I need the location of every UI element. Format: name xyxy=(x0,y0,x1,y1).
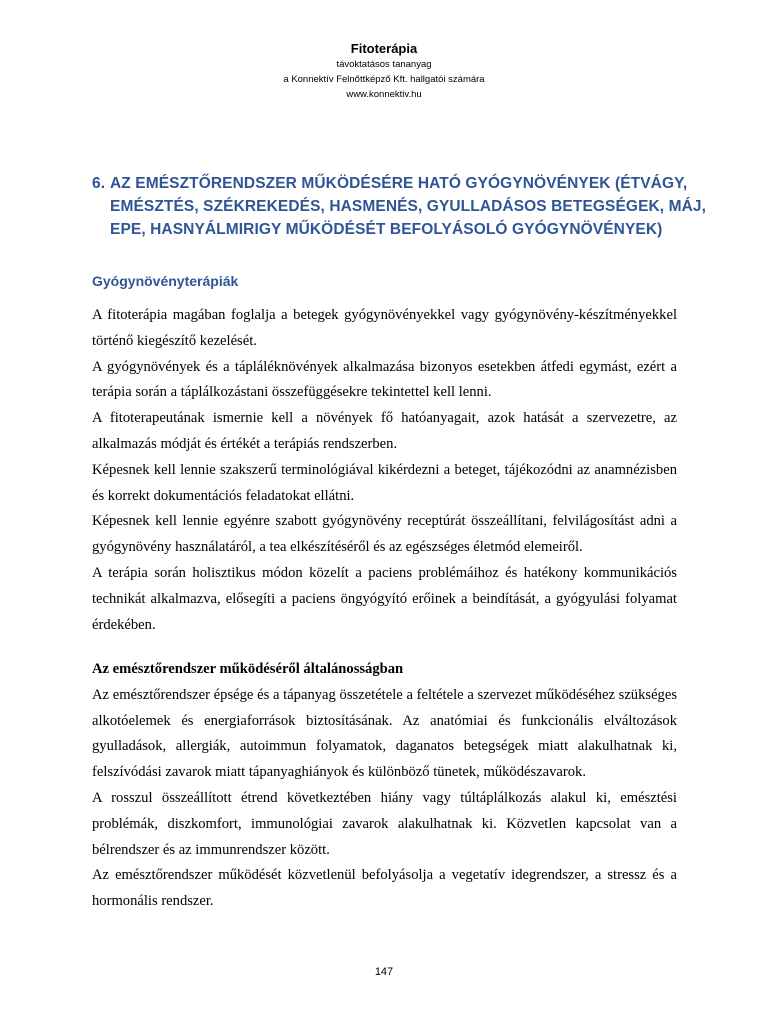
header-line-3: www.konnektiv.hu xyxy=(346,89,422,100)
section-title: Gyógynövényterápiák xyxy=(92,273,239,289)
paragraph: Képesnek kell lennie egyénre szabott gyógynövény receptúrát összeállítani, felvilágosítást adni a gyógynövény használatáról, a tea elkészítéséről és az egészséges életmód elemeiről. xyxy=(92,513,677,556)
body-section-1 xyxy=(92,303,677,638)
subsection-title: Az emésztőrendszer működéséről általánosságban xyxy=(92,661,404,677)
chapter-heading-line-1 xyxy=(92,172,692,195)
page-header xyxy=(0,40,768,102)
paragraph: Képesnek kell lennie szakszerű terminológiával kikérdezni a beteget, tájékozódni az anamnézisben és korrekt dokumentációs feladatokat ellátni. xyxy=(92,461,677,504)
paragraph: A fitoterapeutának ismernie kell a növények fő hatóanyagait, azok hatását a szervezetre, az alkalmazás módját és értékét a terápiás rendszerben. xyxy=(92,410,677,452)
header-title: Fitoterápia xyxy=(350,41,418,56)
header-line-2: a Konnektív Felnőttképző Kft. hallgatói számára xyxy=(283,74,485,85)
chapter-heading xyxy=(92,172,707,241)
chapter-title-part-1: AZ EMÉSZTŐRENDSZER MŰKÖDÉSÉRE HATÓ GYÓGYNÖVÉNYEK (ÉTVÁGY, xyxy=(110,175,688,192)
paragraph: A rosszul összeállított étrend következtében hiány vagy túltáplálkozás alakul ki, emésztési problémák, diszkomfort, immunológiai zavarok alakulhatnak ki. Közvetlen kapcsolat van a bélrendszer és az immunrendszer között. xyxy=(92,789,677,858)
chapter-title-part-3: EPE, HASNYÁLMIRIGY MŰKÖDÉSÉT BEFOLYÁSOLÓ GYÓGYNÖVÉNYEK) xyxy=(110,221,663,238)
page-number: 147 xyxy=(374,966,394,978)
paragraph: A terápia során holisztikus módon közelít a paciens problémáihoz és hatékony kommunikációs technikát alkalmazva, elősegíti a paciens öngyógyító erőinek a beindítását, a gyógyulási folyamat érdekében. xyxy=(92,564,677,633)
paragraph: Az emésztőrendszer épsége és a tápanyag összetétele a feltétele a szervezet működéséhez szükséges alkotóelemek és energiaforrások biztosításának. Az anatómiai és funkcionális elváltozások gyulladások, allergiák, autoimmun folyamatok, daganatos betegségek miatt alakulhatnak ki, felszívódási zavarok miatt tápanyaghiányok és különböző tünetek, működészavarok. xyxy=(92,686,677,781)
body-section-2 xyxy=(92,657,677,915)
chapter-number: 6. xyxy=(92,175,106,192)
header-line-1: távoktatásos tananyag xyxy=(336,59,432,70)
paragraph: A fitoterápia magában foglalja a betegek gyógynövényekkel vagy gyógynövény-készítményekkel történő kiegészítő kezelését. xyxy=(92,307,677,349)
paragraph: Az emésztőrendszer működését közvetlenül befolyásolja a vegetatív idegrendszer, a stressz és a hormonális rendszer. xyxy=(92,867,677,910)
paragraph: A gyógynövények és a tápláléknövények alkalmazása bizonyos esetekben átfedi egymást, ezért a terápia során a táplálkozástani összefüggésekre tekintettel kell lenni. xyxy=(92,358,677,401)
chapter-title-part-2: EMÉSZTÉS, SZÉKREKEDÉS, HASMENÉS, GYULLADÁSOS BETEGSÉGEK, MÁJ, xyxy=(110,198,707,215)
